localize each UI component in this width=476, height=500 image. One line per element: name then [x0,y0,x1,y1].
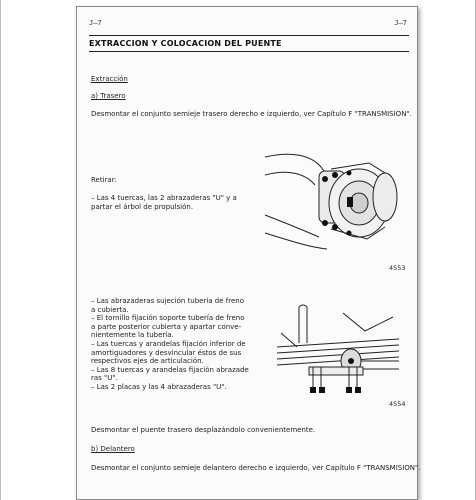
removal-list-1 [91,194,237,211]
removal-list-2 [91,297,249,392]
list-item: – Las abrazaderas sujeción tubería de freno [91,297,244,305]
page-title: EXTRACCION Y COLOCACION DEL PUENTE [89,39,282,48]
subsection-trasero: a) Trasero [91,92,126,100]
subsection-delantero: b) Delantero [91,445,135,453]
list-item: nientemente la tubería. [91,331,174,340]
list-item: – El tornillo fijación soporte tubería de freno [91,314,245,323]
paragraph-desplazar: Desmontar el puente trasero desplazándolo convenientemente. [91,426,316,434]
list-item: – Las 2 placas y las 4 abrazaderas "U". [91,382,227,391]
title-rule-bottom [89,51,409,52]
list-item: – Las tuercas y arandelas fijación inferior de [91,339,246,348]
list-item: ras "U". [91,374,118,383]
list-item: – Las 8 tuercas y arandelas fijación abrazade [91,365,249,374]
list-item: respectivos ejes de articulación. [91,357,204,366]
page-header-left: J–7 [89,19,102,27]
paragraph-delantero: Desmontar el conjunto semieje delantero derecho e izquierdo, ver Capítulo F "TRANSMISION". [91,464,421,472]
figure-leaf-spring-ubolts [273,303,403,403]
list-item: – Las 4 tuercas, las 2 abrazaderas "U" y a [91,194,237,202]
title-rule-top [89,35,409,36]
list-item: partar el árbol de propulsión. [91,202,194,211]
figure-driveshaft-flange [261,145,401,255]
retirar-label: Retirar: [91,176,117,184]
paragraph-trasero: Desmontar el conjunto semieje trasero derecho e izquierdo, ver Capítulo F "TRANSMISION". [91,110,412,118]
figure-number-4553: 4553 [389,264,406,272]
manual-page [76,6,421,500]
list-item: amortiguadores y desvincular éstos de sus [91,348,242,357]
page-header-right: J–7 [394,19,407,27]
list-item: a cubierta. [91,305,129,314]
section-heading: Extracción [91,75,128,83]
figure-number-4554: 4554 [389,400,406,408]
list-item: a parte posterior cubierta y apartar conve- [91,322,242,331]
